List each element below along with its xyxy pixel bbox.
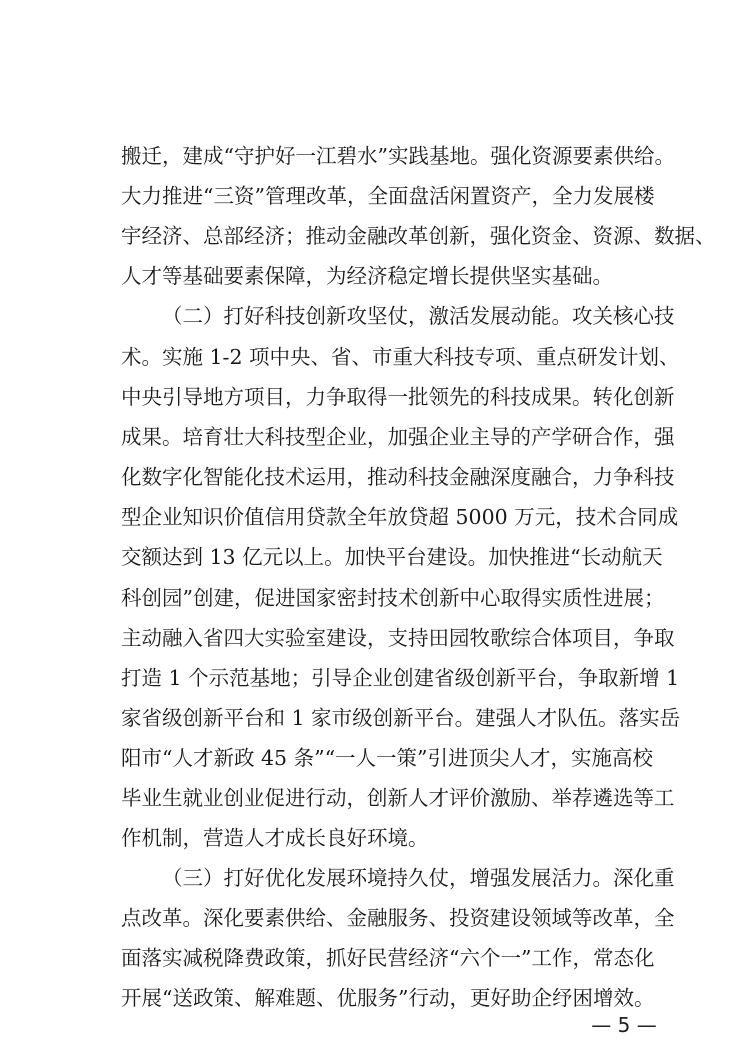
text-line: 人才等基础要素保障，为经济稳定增长提供坚实基础。 xyxy=(121,264,613,288)
text-line: 成果。培育壮大科技型企业，加强企业主导的产学研合作，强 xyxy=(121,425,675,449)
text-line: 宇经济、总部经济；推动金融改革创新，强化资金、资源、数据、 xyxy=(121,224,716,248)
text-line: 开展“送政策、解难题、优服务”行动，更好助企纾困增效。 xyxy=(121,986,655,1010)
page-number: — 5 — xyxy=(591,1013,657,1037)
section-heading-line: （二）打好科技创新攻坚仗，激活发展动能。攻关核心技 xyxy=(162,304,675,328)
text-line: 毕业生就业创业促进行动，创新人才评价激励、举荐遴选等工 xyxy=(121,786,675,810)
text-line: 打造 1 个示范基地；引导企业创建省级创新平台，争取新增 1 xyxy=(121,666,680,690)
text-line: 阳市“人才新政 45 条”“一人一策”引进顶尖人才，实施高校 xyxy=(121,746,654,770)
text-line: 交额达到 13 亿元以上。加快平台建设。加快推进“长动航天 xyxy=(121,545,663,569)
text-line: 点改革。深化要素供给、金融服务、投资建设领域等改革，全 xyxy=(121,906,675,930)
text-line: 主动融入省四大实验室建设，支持田园牧歌综合体项目，争取 xyxy=(121,626,675,650)
text-line: 搬迁，建成“守护好一江碧水”实践基地。强化资源要素供给。 xyxy=(121,144,675,168)
text-line: 化数字化智能化技术运用，推动科技金融深度融合，力争科技 xyxy=(121,465,675,489)
text-line: 科创园”创建，促进国家密封技术创新中心取得实质性进展； xyxy=(121,586,665,610)
section-heading-line: （三）打好优化发展环境持久仗，增强发展活力。深化重 xyxy=(162,866,675,890)
text-line: 型企业知识价值信用贷款全年放贷超 5000 万元，技术合同成 xyxy=(121,505,679,529)
text-line: 中央引导地方项目，力争取得一批领先的科技成果。转化创新 xyxy=(121,385,675,409)
text-line: 作机制，营造人才成长良好环境。 xyxy=(121,826,429,850)
text-line: 家省级创新平台和 1 家市级创新平台。建强人才队伍。落实岳 xyxy=(121,706,681,730)
text-line: 大力推进“三资”管理改革，全面盘活闲置资产，全力发展楼 xyxy=(121,184,655,208)
text-line: 术。实施 1-2 项中央、省、市重大科技专项、重点研发计划、 xyxy=(121,345,680,369)
text-line: 面落实减税降费政策，抓好民营经济“六个一”工作，常态化 xyxy=(121,946,655,970)
